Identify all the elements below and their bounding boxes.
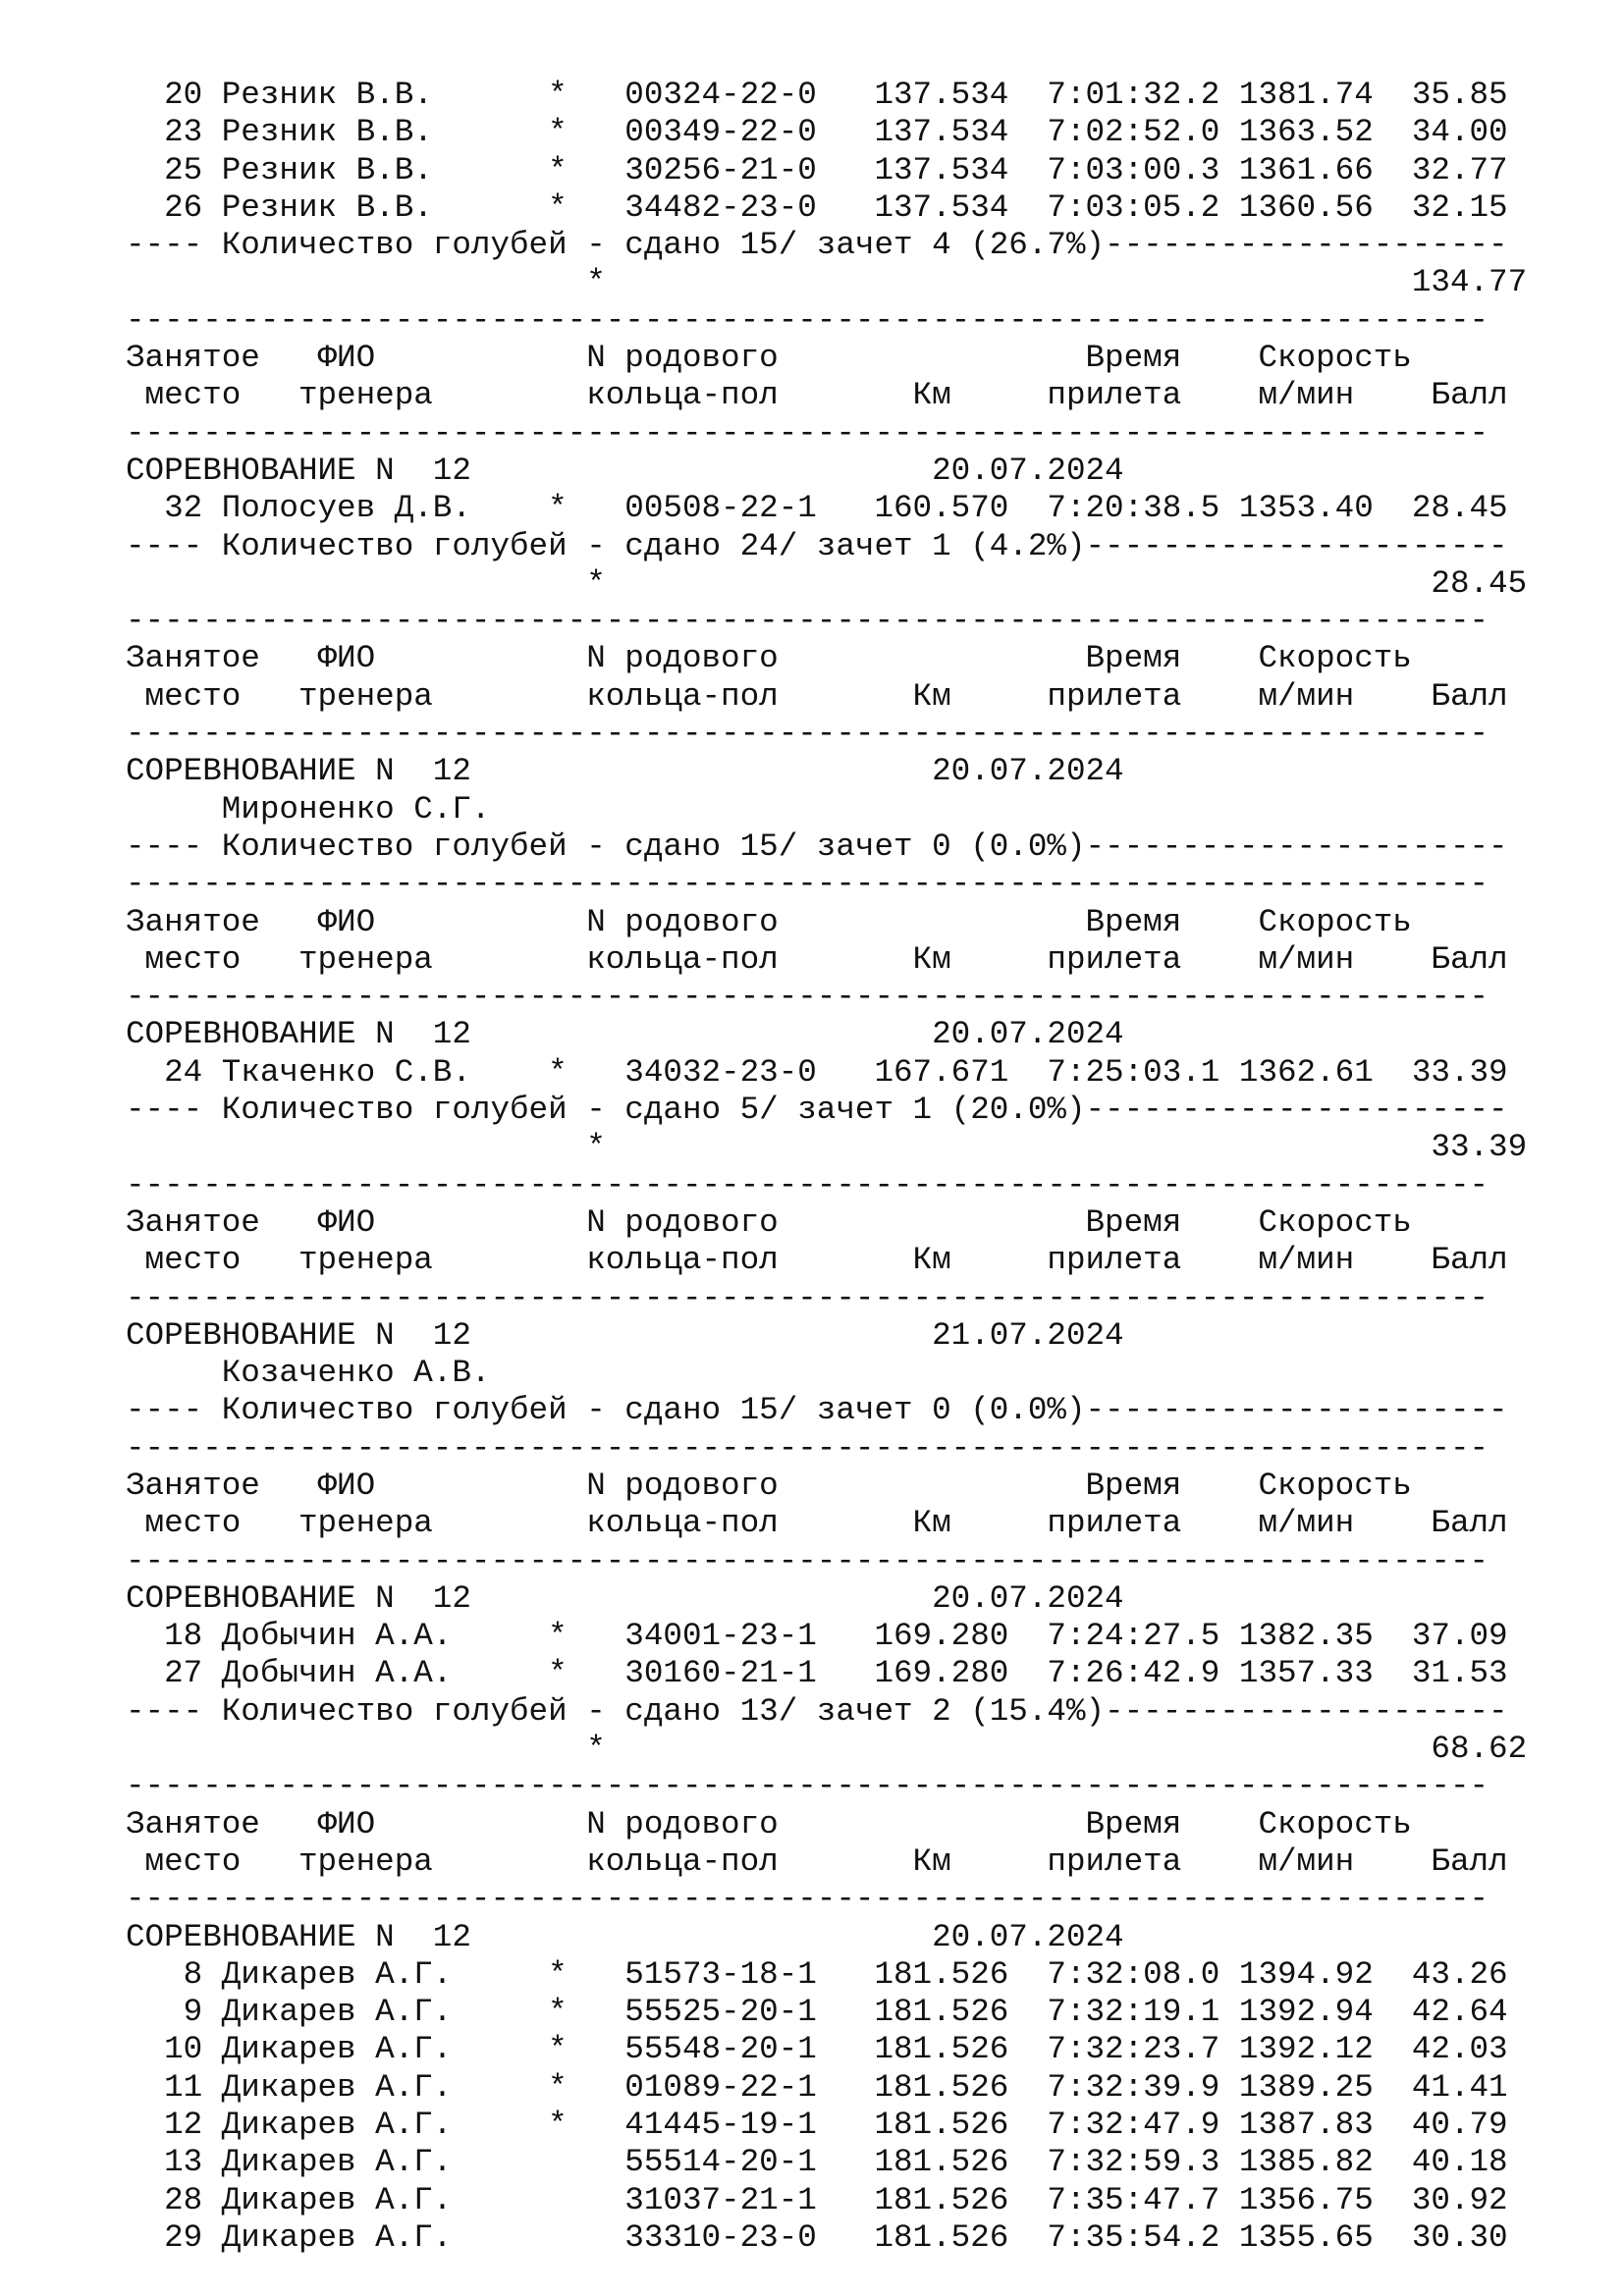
line-result: 28 Дикарев А.Г. 31037-21-1 181.526 7:35:47.7 1356.75 30.92 [126, 2181, 1508, 2218]
line-total: * 68.62 [126, 1731, 1528, 1768]
line-header: Занятое ФИО N родового Время Скорость [126, 640, 1412, 677]
line-header: Занятое ФИО N родового Время Скорость [126, 1467, 1412, 1504]
line-trainer: Козаченко А.В. [126, 1355, 491, 1392]
line-separator: ----------------------------------------------------------------------- [126, 979, 1489, 1016]
line-header: место тренера кольца-пол Км прилета м/мин Балл [126, 377, 1508, 414]
line-separator: ----------------------------------------------------------------------- [126, 414, 1489, 452]
line-result: 10 Дикарев А.Г. * 55548-20-1 181.526 7:32:23.7 1392.12 42.03 [126, 2031, 1508, 2068]
line-result: 20 Резник В.В. * 00324-22-0 137.534 7:01:32.2 1381.74 35.85 [126, 77, 1508, 113]
line-separator: ----------------------------------------------------------------------- [126, 603, 1489, 640]
results-document [126, 77, 1579, 2257]
line-header: место тренера кольца-пол Км прилета м/мин Балл [126, 677, 1508, 715]
line-result: 24 Ткаченко С.В. * 34032-23-0 167.671 7:25:03.1 1362.61 33.39 [126, 1053, 1508, 1091]
line-result: 32 Полосуев Д.В. * 00508-22-1 160.570 7:20:38.5 1353.40 28.45 [126, 490, 1508, 527]
line-header: место тренера кольца-пол Км прилета м/мин Балл [126, 1842, 1508, 1880]
line-competition: СОРЕВНОВАНИЕ N 12 21.07.2024 [126, 1316, 1124, 1354]
line-result: 18 Добычин А.А. * 34001-23-1 169.280 7:24:27.5 1382.35 37.09 [126, 1618, 1508, 1655]
line-separator: ----------------------------------------------------------------------- [126, 1166, 1489, 1203]
line-summary: ---- Количество голубей - сдано 15/ зачет 0 (0.0%)---------------------- [126, 828, 1508, 865]
line-summary: ---- Количество голубей - сдано 15/ зачет 4 (26.7%)--------------------- [126, 227, 1508, 264]
line-result: 27 Добычин А.А. * 30160-21-1 169.280 7:26:42.9 1357.33 31.53 [126, 1655, 1508, 1692]
line-result: 13 Дикарев А.Г. 55514-20-1 181.526 7:32:59.3 1385.82 40.18 [126, 2144, 1508, 2181]
line-separator: ----------------------------------------------------------------------- [126, 866, 1489, 903]
line-separator: ----------------------------------------------------------------------- [126, 1768, 1489, 1805]
line-summary: ---- Количество голубей - сдано 24/ зачет 1 (4.2%)---------------------- [126, 527, 1508, 564]
line-header: Занятое ФИО N родового Время Скорость [126, 1805, 1412, 1842]
line-header: Занятое ФИО N родового Время Скорость [126, 340, 1412, 377]
line-result: 8 Дикарев А.Г. * 51573-18-1 181.526 7:32:08.0 1394.92 43.26 [126, 1955, 1508, 1993]
line-total: * 28.45 [126, 564, 1528, 602]
line-result: 26 Резник В.В. * 34482-23-0 137.534 7:03:05.2 1360.56 32.15 [126, 188, 1508, 226]
line-total: * 33.39 [126, 1129, 1528, 1166]
line-header: Занятое ФИО N родового Время Скорость [126, 903, 1412, 940]
line-result: 9 Дикарев А.Г. * 55525-20-1 181.526 7:32:19.1 1392.94 42.64 [126, 1994, 1508, 2031]
line-header: место тренера кольца-пол Км прилета м/мин Балл [126, 940, 1508, 978]
line-competition: СОРЕВНОВАНИЕ N 12 20.07.2024 [126, 1579, 1124, 1617]
line-competition: СОРЕВНОВАНИЕ N 12 20.07.2024 [126, 753, 1124, 790]
line-trainer: Мироненко С.Г. [126, 790, 491, 828]
line-separator: ----------------------------------------------------------------------- [126, 1279, 1489, 1316]
line-result: 11 Дикарев А.Г. * 01089-22-1 181.526 7:32:39.9 1389.25 41.41 [126, 2068, 1508, 2106]
line-competition: СОРЕВНОВАНИЕ N 12 20.07.2024 [126, 1918, 1124, 1955]
line-competition: СОРЕВНОВАНИЕ N 12 20.07.2024 [126, 452, 1124, 489]
line-separator: ----------------------------------------------------------------------- [126, 1429, 1489, 1467]
line-result: 12 Дикарев А.Г. * 41445-19-1 181.526 7:32:47.9 1387.83 40.79 [126, 2107, 1508, 2144]
line-separator: ----------------------------------------------------------------------- [126, 1881, 1489, 1918]
line-header: место тренера кольца-пол Км прилета м/мин Балл [126, 1242, 1508, 1279]
line-separator: ----------------------------------------------------------------------- [126, 301, 1489, 339]
line-header: Занятое ФИО N родового Время Скорость [126, 1203, 1412, 1241]
line-result: 23 Резник В.В. * 00349-22-0 137.534 7:02:52.0 1363.52 34.00 [126, 114, 1508, 151]
line-summary: ---- Количество голубей - сдано 13/ зачет 2 (15.4%)--------------------- [126, 1692, 1508, 1730]
line-total: * 134.77 [126, 264, 1528, 301]
line-separator: ----------------------------------------------------------------------- [126, 716, 1489, 753]
line-result: 29 Дикарев А.Г. 33310-23-0 181.526 7:35:54.2 1355.65 30.30 [126, 2218, 1508, 2256]
line-separator: ----------------------------------------------------------------------- [126, 1542, 1489, 1579]
line-header: место тренера кольца-пол Км прилета м/мин Балл [126, 1505, 1508, 1542]
line-summary: ---- Количество голубей - сдано 15/ зачет 0 (0.0%)---------------------- [126, 1392, 1508, 1429]
line-summary: ---- Количество голубей - сдано 5/ зачет 1 (20.0%)---------------------- [126, 1092, 1508, 1129]
line-result: 25 Резник В.В. * 30256-21-0 137.534 7:03:00.3 1361.66 32.77 [126, 151, 1508, 188]
line-competition: СОРЕВНОВАНИЕ N 12 20.07.2024 [126, 1016, 1124, 1053]
